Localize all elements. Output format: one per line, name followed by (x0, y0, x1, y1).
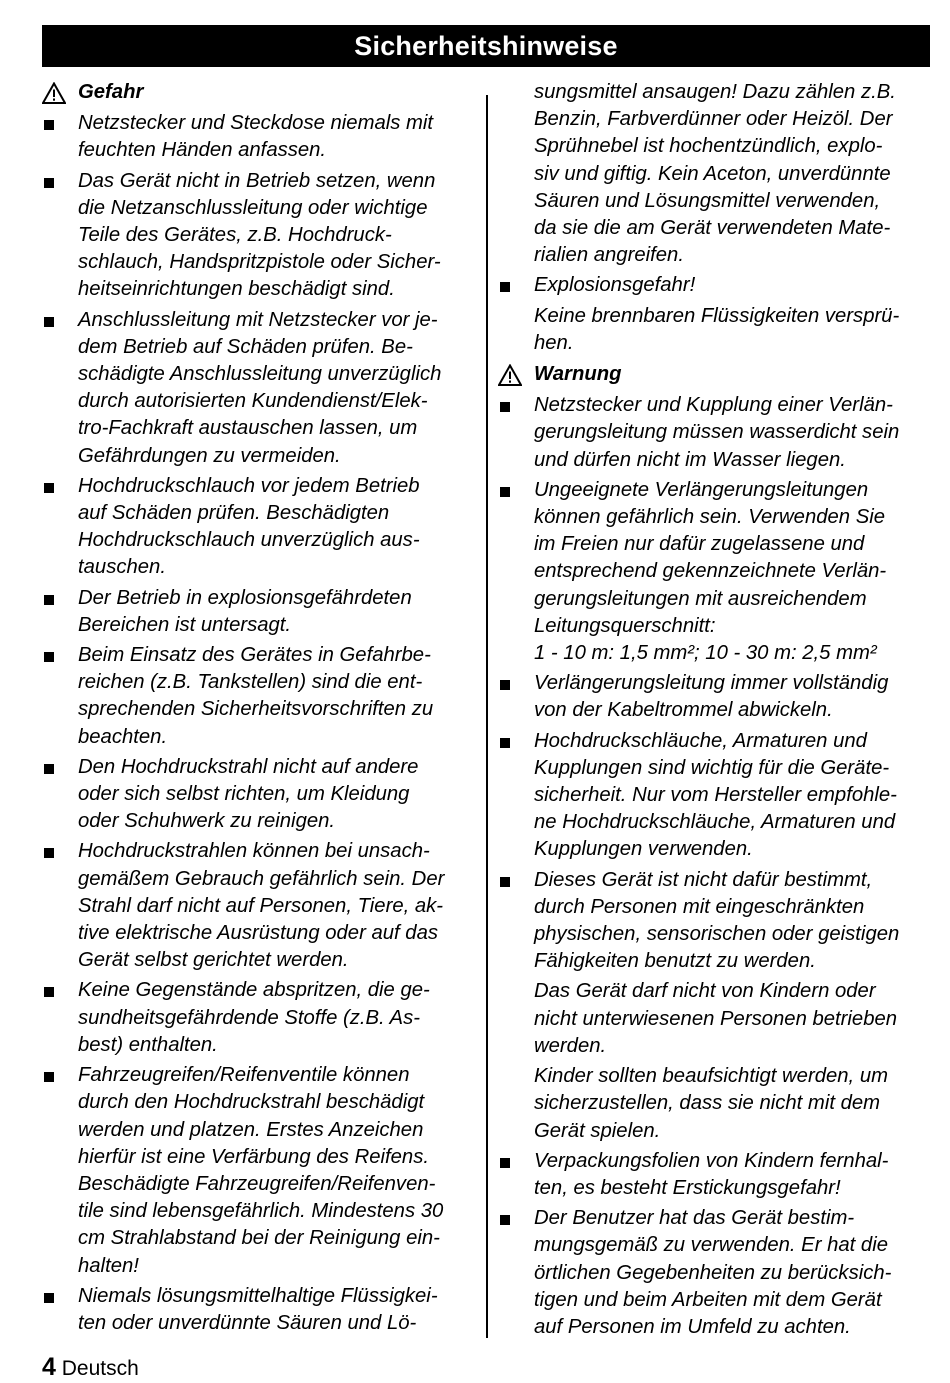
text-line: gemäßem Gebrauch gefährlich sein. Der (78, 867, 445, 890)
text-line: Hochdruckschläuche, Armaturen und (534, 729, 867, 752)
list-item (498, 670, 934, 724)
text-line: Beschädigte Fahrzeugreifen/Reifenven- (78, 1172, 436, 1195)
text-line: Netzstecker und Kupplung einer Verlän- (534, 394, 893, 417)
text-line: beachten. (78, 725, 168, 748)
text-line: und dürfen nicht im Wasser liegen. (534, 448, 846, 471)
left-column (42, 79, 474, 1340)
warning-heading-label: Warnung (534, 363, 622, 386)
list-item (498, 867, 934, 976)
list-item (42, 585, 474, 639)
text-line: im Freien nur dafür zugelassene und (534, 533, 865, 556)
text-line: örtlichen Gegebenheiten zu berücksich- (534, 1261, 892, 1284)
text-line: Beim Einsatz des Gerätes in Gefahrbe- (78, 644, 431, 667)
text-line: tauschen. (78, 556, 166, 579)
text-line: feuchten Händen anfassen. (78, 139, 327, 162)
text-line: cm Strahlabstand bei der Reinigung ein- (78, 1227, 440, 1250)
text-line: sicherzustellen, dass sie nicht mit dem (534, 1092, 881, 1115)
text-line: physischen, sensorischen oder geistigen (534, 923, 900, 946)
text-line: Hochdruckschlauch unverzüglich aus- (78, 529, 420, 552)
text-line: Der Benutzer hat das Gerät bestim- (534, 1207, 855, 1230)
text-line: sungsmittel ansaugen! Dazu zählen z.B. (534, 81, 896, 103)
warning-triangle-icon (498, 364, 522, 386)
text-line: auf Personen im Umfeld zu achten. (534, 1315, 851, 1338)
page-title: Sicherheitshinweise (42, 25, 930, 67)
text-line: tigen und beim Arbeiten mit dem Gerät (534, 1288, 882, 1311)
text-line: werden und platzen. Erstes Anzeichen (78, 1118, 424, 1141)
text-line: Gerät selbst gerichtet werden. (78, 949, 349, 972)
text-line: Ungeeignete Verlängerungsleitungen (534, 478, 869, 501)
text-line: schädigte Anschlussleitung unverzüglich (78, 363, 442, 386)
text-line: Kupplungen verwenden. (534, 838, 753, 861)
text-line: ten oder unverdünnte Säuren und Lö- (78, 1311, 417, 1334)
text-line: sicherheit. Nur vom Hersteller empfohle- (534, 784, 897, 807)
text-line: sundheitsgefährdende Stoffe (z.B. As- (78, 1006, 420, 1029)
warning-list (498, 392, 934, 975)
text-line: oder sich selbst richten, um Kleidung (78, 783, 410, 806)
list-item (498, 392, 934, 474)
text-line: schlauch, Handspritzpistole oder Sicher- (78, 251, 441, 274)
list-item (42, 1283, 474, 1337)
text-line: durch den Hochdruckstrahl beschädigt (78, 1091, 425, 1114)
text-line: Keine Gegenstände abspritzen, die ge- (78, 979, 430, 1002)
warning-list-final (498, 1148, 934, 1341)
warning-heading (498, 361, 934, 388)
text-line: best) enthalten. (78, 1033, 218, 1056)
list-item (498, 272, 934, 299)
text-line: heitseinrichtungen beschädigt sind. (78, 278, 395, 301)
column-divider (486, 95, 488, 1338)
text-line: halten! (78, 1254, 139, 1277)
text-line: mungsgemäß zu verwenden. Er hat die (534, 1234, 888, 1257)
text-line: Keine brennbaren Flüssigkeiten versprü- (534, 304, 900, 327)
text-line: siv und giftig. Kein Aceton, unverdünnte (534, 162, 891, 185)
list-item (42, 1062, 474, 1280)
text-line: Den Hochdruckstrahl nicht auf andere (78, 755, 419, 778)
sub-paragraph (498, 1063, 934, 1145)
danger-list (42, 110, 474, 1337)
list-item (42, 110, 474, 164)
list-item (42, 168, 474, 304)
list-item (42, 642, 474, 751)
text-line: nicht unterwiesenen Personen betrieben (534, 1007, 898, 1030)
text-line: entsprechend gekennzeichnete Verlän- (534, 560, 887, 583)
text-line: ne Hochdruckschläuche, Armaturen und (534, 811, 896, 834)
text-line: Leitungsquerschnitt: (534, 614, 716, 637)
text-line: können gefährlich sein. Verwenden Sie (534, 506, 886, 529)
text-line: da sie die am Gerät verwendeten Mate- (534, 217, 891, 240)
right-column (498, 79, 934, 1344)
text-line: hierfür ist eine Verfärbung des Reifens. (78, 1145, 429, 1168)
text-line: Bereichen ist untersagt. (78, 613, 292, 636)
text-line: Netzstecker und Steckdose niemals mit (78, 112, 434, 135)
text-line: durch autorisierten Kundendienst/Elek- (78, 390, 428, 413)
sub-paragraph (498, 303, 934, 357)
text-line: ten, es besteht Erstickungsgefahr! (534, 1176, 841, 1199)
text-line: Gefährdungen zu vermeiden. (78, 444, 341, 467)
text-line: tro-Fachkraft austauschen lassen, um (78, 417, 418, 440)
text-line: Gerät spielen. (534, 1119, 661, 1142)
text-line: Verpackungsfolien von Kindern fernhal- (534, 1149, 889, 1172)
text-line: Fähigkeiten benutzt zu werden. (534, 950, 816, 973)
page-footer (42, 1353, 139, 1383)
text-line: Fahrzeugreifen/Reifenventile können (78, 1064, 410, 1087)
list-item (42, 473, 474, 582)
text-line: Kinder sollten beaufsichtigt werden, um (534, 1065, 888, 1088)
list-item (498, 728, 934, 864)
text-line: tive elektrische Ausrüstung oder auf das (78, 922, 439, 945)
text-line: Niemals lösungsmittelhaltige Flüssigkei- (78, 1284, 438, 1307)
list-item (42, 977, 474, 1059)
text-line: auf Schäden prüfen. Beschädigten (78, 502, 390, 525)
list-item (498, 477, 934, 667)
text-line: sprechenden Sicherheitsvorschriften zu (78, 698, 434, 721)
text-line: gerungsleitungen mit ausreichendem (534, 587, 867, 610)
text-line: reichen (z.B. Tankstellen) sind die ent- (78, 671, 423, 694)
text-line: von der Kabeltrommel abwickeln. (534, 699, 833, 722)
warning-triangle-icon (42, 82, 66, 104)
list-item (498, 1205, 934, 1341)
text-line: Säuren und Lösungsmittel verwenden, (534, 189, 881, 212)
text-line: Kupplungen sind wichtig für die Geräte- (534, 756, 890, 779)
text-line: durch Personen mit eingeschränkten (534, 895, 865, 918)
text-line: Der Betrieb in explosionsgefährdeten (78, 586, 412, 609)
text-line: Hochdruckstrahlen können bei unsach- (78, 840, 430, 863)
text-line: die Netzanschlussleitung oder wichtige (78, 196, 428, 219)
text-line: oder Schuhwerk zu reinigen. (78, 810, 336, 833)
text-line: Sprühnebel ist hochentzündlich, explo- (534, 135, 883, 158)
danger-heading (42, 79, 474, 106)
text-line: Das Gerät nicht in Betrieb setzen, wenn (78, 169, 436, 192)
text-line: Anschlussleitung mit Netzstecker vor je- (78, 308, 438, 331)
text-line: rialien angreifen. (534, 244, 684, 267)
list-item (498, 1148, 934, 1202)
text-line: Hochdruckschlauch vor jedem Betrieb (78, 474, 420, 497)
text-line: dem Betrieb auf Schäden prüfen. Be- (78, 335, 413, 358)
text-line: Benzin, Farbverdünner oder Heizöl. Der (534, 108, 893, 131)
page-number: 4 (42, 1353, 56, 1381)
text-line: Verlängerungsleitung immer vollständig (534, 672, 889, 695)
list-item (42, 754, 474, 836)
text-line: Dieses Gerät ist nicht dafür bestimmt, (534, 868, 873, 891)
text-line: werden. (534, 1034, 607, 1057)
text-line: Teile des Gerätes, z.B. Hochdruck- (78, 224, 392, 246)
text-line: 1 - 10 m: 1,5 mm²; 10 - 30 m: 2,5 mm² (534, 642, 877, 665)
text-line: tile sind lebensgefährlich. Mindestens 30 (78, 1200, 444, 1223)
footer-language: Deutsch (61, 1357, 139, 1380)
continuation-text (498, 79, 934, 269)
text-line: hen. (534, 331, 574, 354)
text-line: Strahl darf nicht auf Personen, Tiere, ak- (78, 894, 444, 917)
danger-heading-label: Gefahr (78, 81, 144, 103)
sub-paragraph (498, 978, 934, 1060)
text-line: gerungsleitung müssen wasserdicht sein (534, 421, 900, 444)
text-line: Das Gerät darf nicht von Kindern oder (534, 980, 876, 1003)
list-item (42, 307, 474, 470)
text-line: Explosionsgefahr! (534, 274, 696, 297)
list-item (42, 838, 474, 974)
